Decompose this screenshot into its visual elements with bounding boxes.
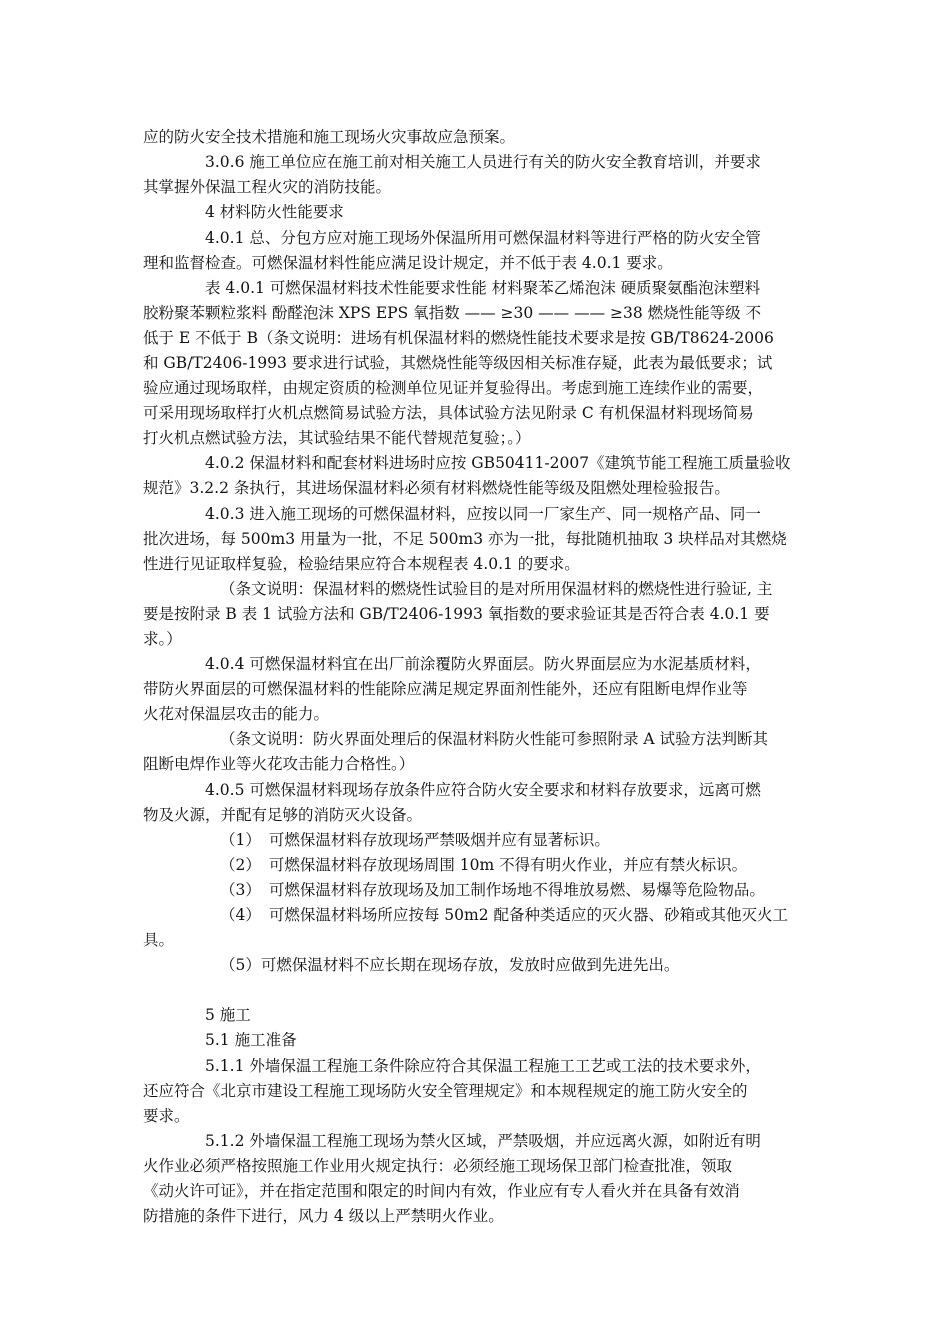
list-marker: （4） (220, 906, 261, 924)
text-line: 具。 (143, 931, 175, 949)
list-item (220, 879, 765, 901)
text-line: 低于 E 不低于 B（条文说明：进场有机保温材料的燃烧性能技术要求是按 GB/T8624-2006 (143, 329, 774, 347)
text-line: 4.0.4 可燃保温材料宜在出厂前涂覆防火界面层。防火界面层应为水泥基质材料， (205, 655, 761, 673)
text-line: 求。） (143, 630, 182, 648)
text-line: （条文说明：保温材料的燃烧性试验目的是对所用保温材料的燃烧性进行验证, 主 (220, 580, 773, 598)
text-line: 胶粉聚苯颗粒浆料 酚醛泡沫 XPS EPS 氧指数 —— ≥30 —— —— ≥38 燃烧性能等级 不 (143, 304, 762, 322)
list-text: 可燃保温材料存放现场及加工制作场地不得堆放易燃、易爆等危险物品。 (268, 881, 765, 899)
text-line: 3.0.6 施工单位应在施工前对相关施工人员进行有关的防火安全教育培训，并要求 (205, 153, 761, 171)
text-line: 4.0.1 总、分包方应对施工现场外保温所用可燃保温材料等进行严格的防火安全管 (205, 229, 761, 247)
text-line: 阻断电焊作业等火花攻击能力合格性。） (143, 755, 415, 773)
text-line: 5.1.2 外墙保温工程施工现场为禁火区域，严禁吸烟，并应远离火源，如附近有明 (205, 1132, 761, 1150)
text-line: 4.0.3 进入施工现场的可燃保温材料，应按以同一厂家生产、同一规格产品、同一 (205, 505, 761, 523)
text-line: 火花对保温层攻击的能力。 (143, 705, 330, 723)
text-line: （条文说明：防火界面处理后的保温材料防火性能可参照附录 A 试验方法判断其 (220, 730, 769, 748)
text-line: 要是按附录 B 表 1 试验方法和 GB/T2406-1993 氧指数的要求验证其是否符合表 4.0.1 要 (143, 605, 770, 623)
text-line: 批次进场，每 500m3 用量为一批，不足 500m3 亦为一批，每批随机抽取 3 块样品对其燃烧 (143, 530, 787, 548)
text-line: 打火机点燃试验方法，其试验结果不能代替规范复验；。） (143, 429, 531, 447)
text-line: 4.0.2 保温材料和配套材料进场时应按 GB50411-2007《建筑节能工程施工质量验收 (205, 454, 791, 472)
subsection-heading: 5.1 施工准备 (205, 1031, 297, 1049)
list-marker: （2） (220, 856, 261, 874)
text-line: 5.1.1 外墙保温工程施工条件除应符合其保温工程施工工艺或工法的技术要求外， (205, 1057, 761, 1075)
text-line: 《动火许可证》，并在指定范围和限定的时间内有效，作业应有专人看火并在具备有效消 (143, 1182, 740, 1200)
text-line: 还应符合《北京市建设工程施工现场防火安全管理规定》和本规程规定的施工防火安全的 (143, 1082, 748, 1100)
list-item: （5）可燃保温材料不应长期在现场存放，发放时应做到先进先出。 (220, 956, 680, 974)
text-line: 防措施的条件下进行，风力 4 级以上严禁明火作业。 (143, 1207, 504, 1225)
list-text: 可燃保温材料存放现场周围 10m 不得有明火作业，并应有禁火标识。 (268, 856, 748, 874)
text-line: 火作业必须严格按照施工作业用火规定执行：必须经施工现场保卫部门检查批准，领取 (143, 1157, 733, 1175)
text-line: 应的防火安全技术措施和施工现场火灾事故应急预案。 (143, 128, 516, 146)
list-text: 可燃保温材料场所应按每 50m2 配备种类适应的灭火器、砂箱或其他灭火工 (268, 906, 789, 924)
section-heading: 4 材料防火性能要求 (205, 203, 344, 221)
text-line: 理和监督检查。可燃保温材料性能应满足设计规定，并不低于表 4.0.1 要求。 (143, 254, 673, 272)
text-line: 带防火界面层的可燃保温材料的性能除应满足规定界面剂性能外，还应有阻断电焊作业等 (143, 680, 748, 698)
text-line: 4.0.5 可燃保温材料现场存放条件应符合防火安全要求和材料存放要求，远离可燃 (205, 781, 761, 799)
list-text: 可燃保温材料存放现场严禁吸烟并应有显著标识。 (268, 831, 610, 849)
text-line: 可采用现场取样打火机点燃简易试验方法，具体试验方法见附录 C 有机保温材料现场简易 (143, 404, 754, 422)
list-marker: （3） (220, 881, 261, 899)
text-line: 性进行见证取样复验，检验结果应符合本规程表 4.0.1 的要求。 (143, 555, 580, 573)
text-line: 要求。 (143, 1107, 190, 1125)
list-item (220, 904, 788, 926)
text-line: 表 4.0.1 可燃保温材料技术性能要求性能 材料聚苯乙烯泡沫 硬质聚氨酯泡沫塑料 (205, 279, 761, 297)
text-line: 规范》3.2.2 条执行，其进场保温材料必须有材料燃烧性能等级及阻燃处理检验报告。 (143, 479, 730, 497)
list-item (220, 829, 610, 851)
section-heading: 5 施工 (205, 1006, 251, 1024)
text-line: 物及火源，并配有足够的消防灭火设备。 (143, 806, 423, 824)
text-line: 其掌握外保温工程火灾的消防技能。 (143, 178, 392, 196)
text-line: 验应通过现场取样，由规定资质的检测单位见证并复验得出。考虑到施工连续作业的需要， (143, 379, 764, 397)
list-marker: （1） (220, 831, 261, 849)
list-item (220, 854, 747, 876)
text-line: 和 GB/T2406-1993 要求进行试验，其燃烧性能等级因相关标准存疑，此表为最低要求；试 (143, 354, 773, 372)
